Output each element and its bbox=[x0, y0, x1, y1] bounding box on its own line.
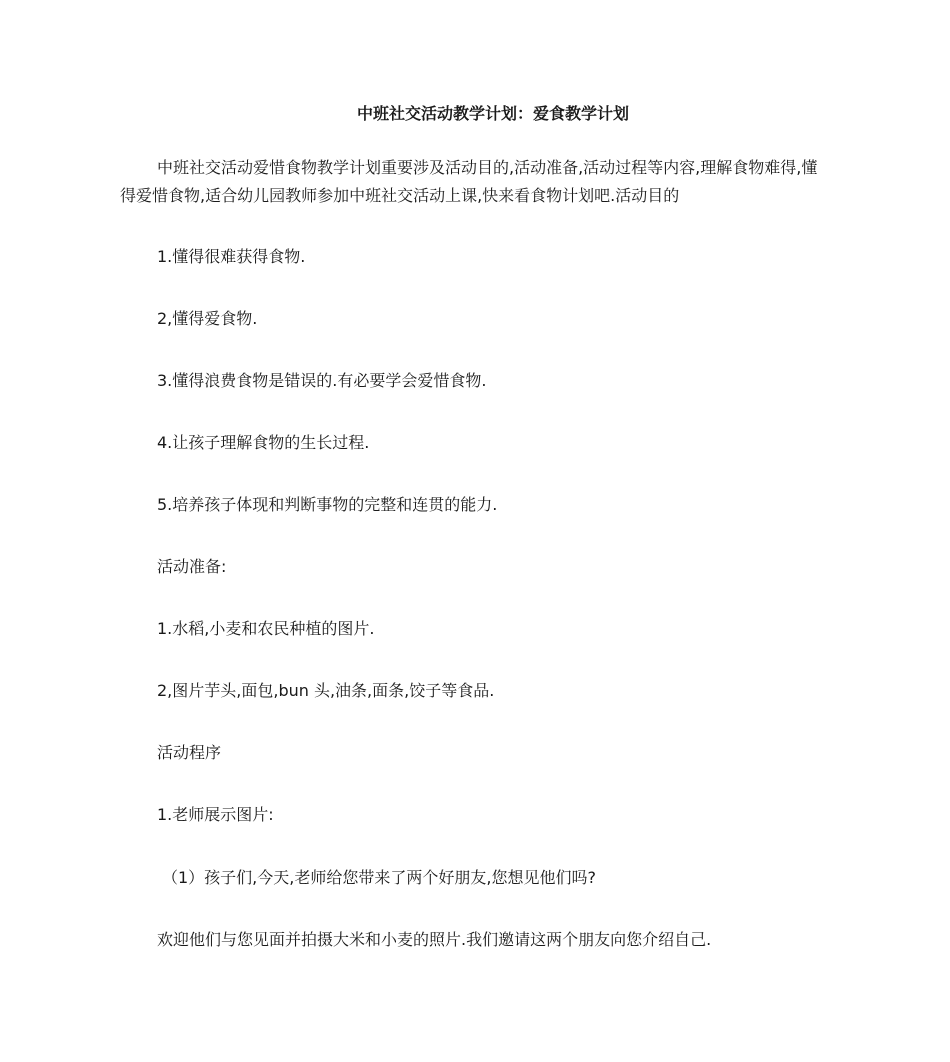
document-title: 中班社交活动教学计划：爱食教学计划 bbox=[356, 104, 629, 123]
objective-2: 2,懂得爱食物. bbox=[157, 309, 258, 328]
preparation-1: 1.水稻,小麦和农民种植的图片. bbox=[157, 619, 375, 638]
objective-5: 5.培养孩子体现和判断事物的完整和连贯的能力. bbox=[157, 495, 498, 514]
intro-paragraph: 中班社交活动爱惜食物教学计划重要涉及活动目的,活动准备,活动过程等内容,理解食物难得,懂得爱惜食物,适合幼儿园教师参加中班社交活动上课,快来看食物计划吧.活动目的 bbox=[120, 158, 818, 205]
objective-3: 3.懂得浪费食物是错误的.有必要学会爱惜食物. bbox=[157, 371, 487, 390]
procedure-text: 欢迎他们与您见面并拍摄大米和小麦的照片.我们邀请这两个朋友向您介绍自己. bbox=[157, 930, 712, 949]
section-heading-preparation: 活动准备: bbox=[157, 557, 227, 576]
objective-4: 4.让孩子理解食物的生长过程. bbox=[157, 433, 370, 452]
section-heading-procedure: 活动程序 bbox=[157, 743, 222, 762]
preparation-2: 2,图片芋头,面包,bun 头,油条,面条,饺子等食品. bbox=[157, 681, 495, 700]
objective-1: 1.懂得很难获得食物. bbox=[157, 247, 306, 266]
procedure-1-sub-1: （1）孩子们,今天,老师给您带来了两个好朋友,您想见他们吗? bbox=[162, 868, 596, 887]
procedure-1: 1.老师展示图片: bbox=[157, 805, 274, 824]
